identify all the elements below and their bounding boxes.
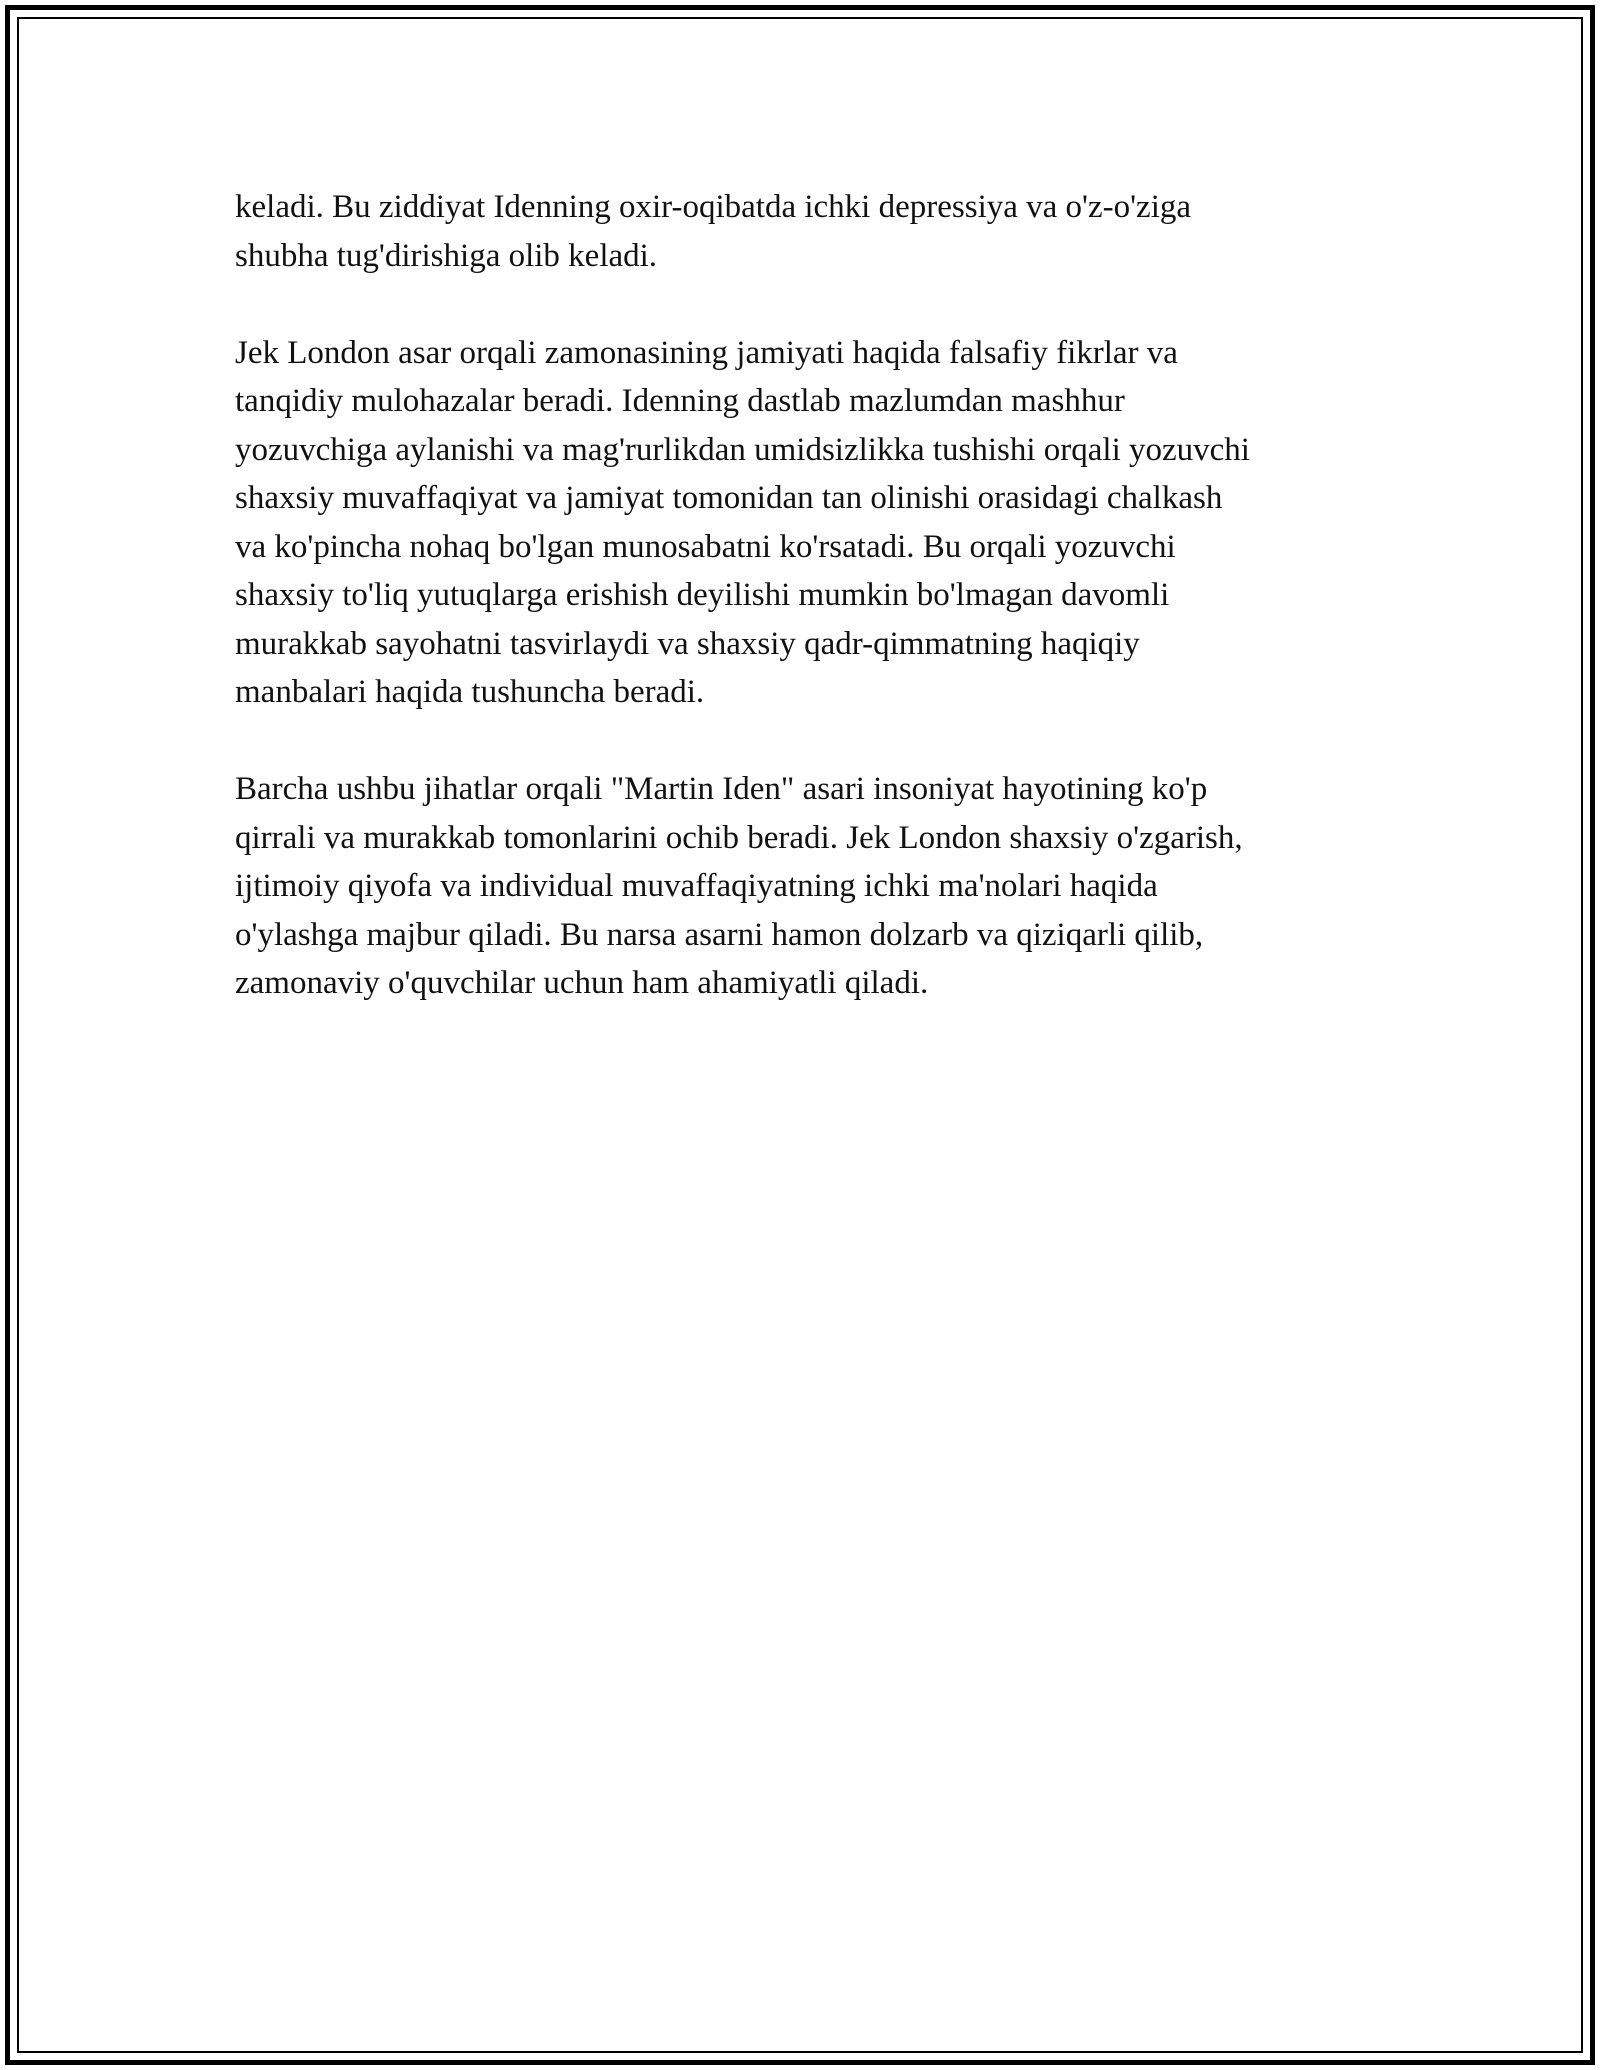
text-line: o'ylashga majbur qiladi. Bu narsa asarni hamon dolzarb va qiziqarli qilib, [235, 916, 1204, 953]
text-line: tanqidiy mulohazalar beradi. Idenning dastlab mazlumdan mashhur [235, 383, 1125, 419]
paragraph-3 [235, 765, 1375, 1008]
text-line: qirrali va murakkab tomonlarini ochib beradi. Jek London shaxsiy o'zgarish, [235, 819, 1243, 856]
text-line: ijtimoiy qiyofa va individual muvaffaqiyatning ichki ma'nolari haqida [235, 868, 1158, 904]
text-line: murakkab sayohatni tasvirlaydi va shaxsiy qadr-qimmatning haqiqiy [235, 625, 1140, 662]
text-line: shaxsiy to'liq yutuqlarga erishish deyilishi mumkin bo'lmagan davomli [235, 577, 1170, 613]
text-line: Barcha ushbu jihatlar orqali "Martin Iden" asari insoniyat hayotining ko'p [235, 771, 1208, 807]
text-line: keladi. Bu ziddiyat Idenning oxir-oqibatda ichki depressiya va o'z-o'ziga [235, 189, 1192, 225]
paragraph-2 [235, 329, 1375, 717]
text-line: shubha tug'dirishiga olib keladi. [235, 237, 658, 274]
text-line: manbalari haqida tushuncha beradi. [235, 674, 705, 710]
text-line: shaxsiy muvaffaqiyat va jamiyat tomonidan tan olinishi orasidagi chalkash [235, 480, 1223, 516]
document-body [235, 183, 1375, 1056]
text-line: zamonaviy o'quvchilar uchun ham ahamiyatli qiladi. [235, 965, 929, 1001]
text-line: yozuvchiga aylanishi va mag'rurlikdan umidsizlikka tushishi orqali yozuvchi [235, 431, 1250, 468]
text-line: va ko'pincha nohaq bo'lgan munosabatni ko'rsatadi. Bu orqali yozuvchi [235, 528, 1176, 565]
paragraph-1 [235, 183, 1375, 280]
text-line: Jek London asar orqali zamonasining jamiyati haqida falsafiy fikrlar va [235, 334, 1178, 371]
